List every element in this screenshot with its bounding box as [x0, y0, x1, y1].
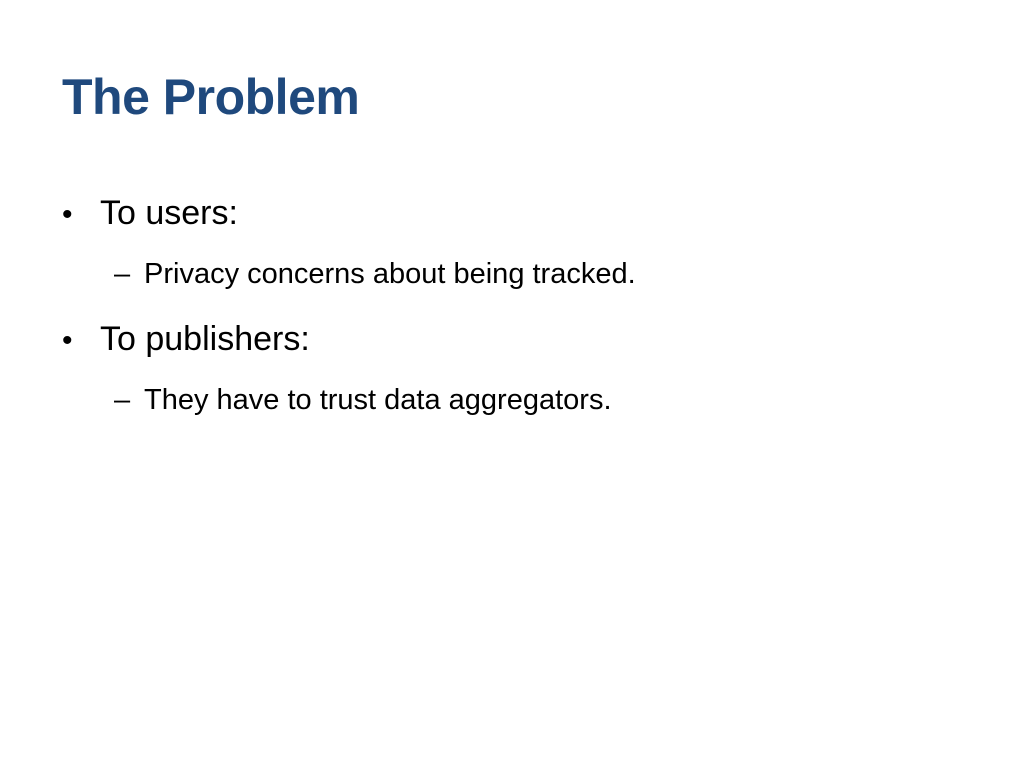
sub-bullet-item-privacy: [62, 250, 962, 298]
sub-bullet-text: They have to trust data aggregators.: [144, 384, 612, 416]
sub-bullet-text: Privacy concerns about being tracked.: [144, 258, 636, 290]
bullet-marker: •: [62, 198, 73, 231]
bullet-item-publishers: [62, 312, 962, 366]
sub-bullet-marker: –: [114, 384, 131, 416]
bullet-marker: •: [62, 324, 73, 357]
sub-bullet-marker: –: [114, 258, 131, 290]
bullet-item-users: [62, 186, 962, 240]
sub-bullet-item-trust: [62, 376, 962, 424]
bullet-text: To publishers:: [100, 320, 310, 358]
bullet-text: To users:: [100, 194, 238, 232]
bullet-list: [62, 186, 962, 438]
slide-title: The Problem: [62, 69, 360, 125]
